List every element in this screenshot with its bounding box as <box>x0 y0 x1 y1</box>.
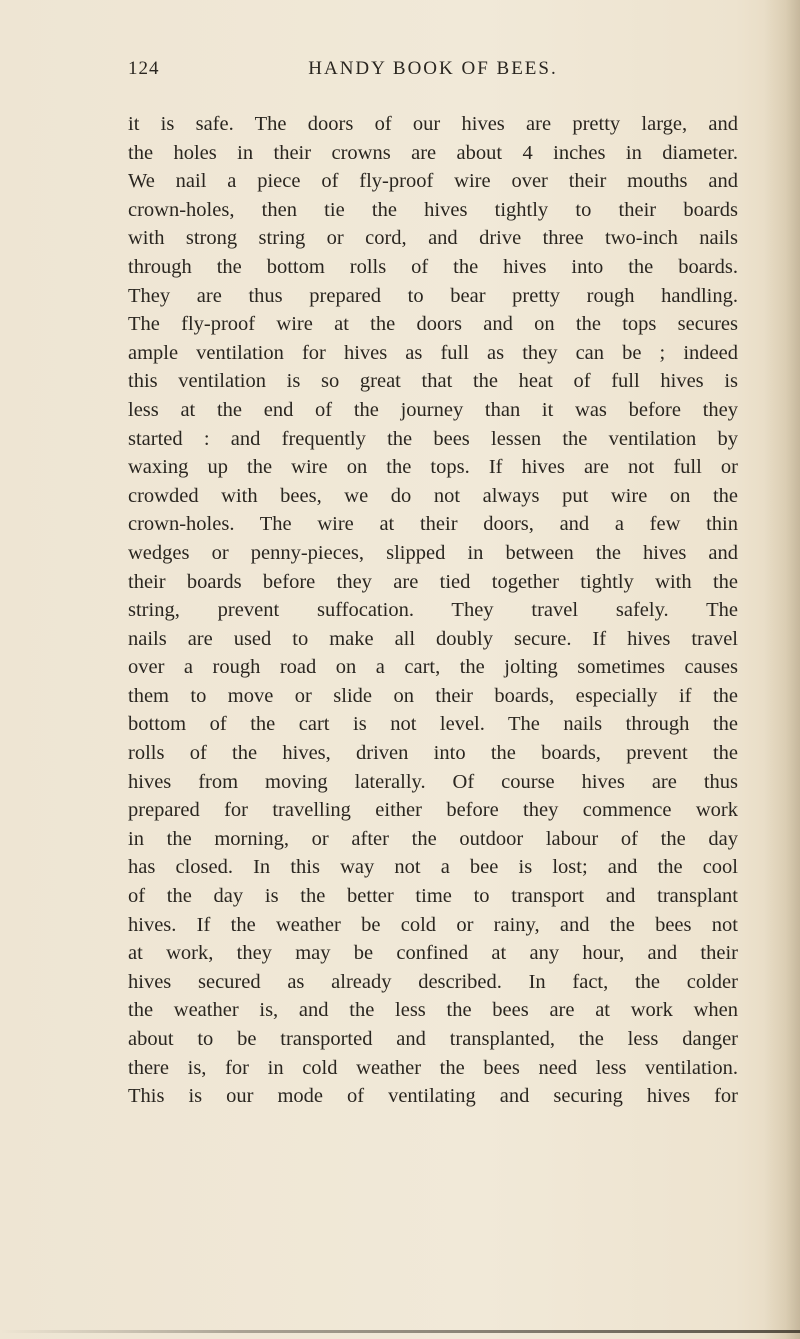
text-line: them to move or slide on their boards, especially if the <box>128 684 738 707</box>
text-line: has closed. In this way not a bee is lost; and the cool <box>128 856 738 879</box>
text-line: bottom of the cart is not level. The nails through the <box>128 713 738 736</box>
text-line: This is our mode of ventilating and securing hives for <box>128 1085 738 1108</box>
text-line: ample ventilation for hives as full as they can be ; indeed <box>128 341 738 364</box>
text-line: it is safe. The doors of our hives are pretty large, and <box>128 113 738 135</box>
text-line: started : and frequently the bees lessen the ventilation by <box>128 427 738 450</box>
text-line: with strong string or cord, and drive three two-inch nails <box>128 227 738 250</box>
text-line: rolls of the hives, driven into the boards, prevent the <box>128 742 738 765</box>
text-line: nails are used to make all doubly secure. If hives travel <box>128 627 738 650</box>
text-line: the holes in their crowns are about 4 inches in diameter. <box>128 141 738 164</box>
body-text <box>128 110 738 1111</box>
running-title: HANDY BOOK OF BEES. <box>308 58 558 79</box>
text-line: through the bottom rolls of the hives into the boards. <box>128 255 738 278</box>
text-line: waxing up the wire on the tops. If hives are not full or <box>128 456 738 479</box>
text-line: over a rough road on a cart, the jolting sometimes causes <box>128 656 738 679</box>
text-line: their boards before they are tied together tightly with the <box>128 570 738 593</box>
text-line: this ventilation is so great that the heat of full hives is <box>128 370 738 393</box>
text-line: We nail a piece of fly-proof wire over their mouths and <box>128 170 738 193</box>
text-line: at work, they may be confined at any hour, and their <box>128 942 738 965</box>
text-line: about to be transported and transplanted, the less danger <box>128 1028 738 1050</box>
text-line: the weather is, and the less the bees are at work when <box>128 999 738 1022</box>
text-line: hives. If the weather be cold or rainy, and the bees not <box>128 913 738 936</box>
text-line: in the morning, or after the outdoor labour of the day <box>128 827 738 850</box>
text-line: The fly-proof wire at the doors and on the tops secures <box>128 313 738 336</box>
text-line: there is, for in cold weather the bees need less ventilation. <box>128 1056 738 1079</box>
page-number: 124 <box>128 58 160 79</box>
text-line: They are thus prepared to bear pretty rough handling. <box>128 284 738 307</box>
text-line: less at the end of the journey than it was before they <box>128 398 738 421</box>
text-line: crown-holes. The wire at their doors, and a few thin <box>128 513 738 536</box>
text-line: wedges or penny-pieces, slipped in between the hives and <box>128 541 738 564</box>
page-bottom-edge <box>0 1330 800 1333</box>
running-head <box>128 58 738 88</box>
text-line: string, prevent suffocation. They travel safely. The <box>128 599 738 622</box>
text-line: crown-holes, then tie the hives tightly to their boards <box>128 198 738 221</box>
page-edge-shadow <box>764 0 800 1339</box>
text-line: hives from moving laterally. Of course hives are thus <box>128 770 738 793</box>
text-line: of the day is the better time to transport and transplant <box>128 885 738 908</box>
text-line: prepared for travelling either before they commence work <box>128 799 738 822</box>
text-line: hives secured as already described. In fact, the colder <box>128 970 738 993</box>
text-line: crowded with bees, we do not always put wire on the <box>128 484 738 507</box>
